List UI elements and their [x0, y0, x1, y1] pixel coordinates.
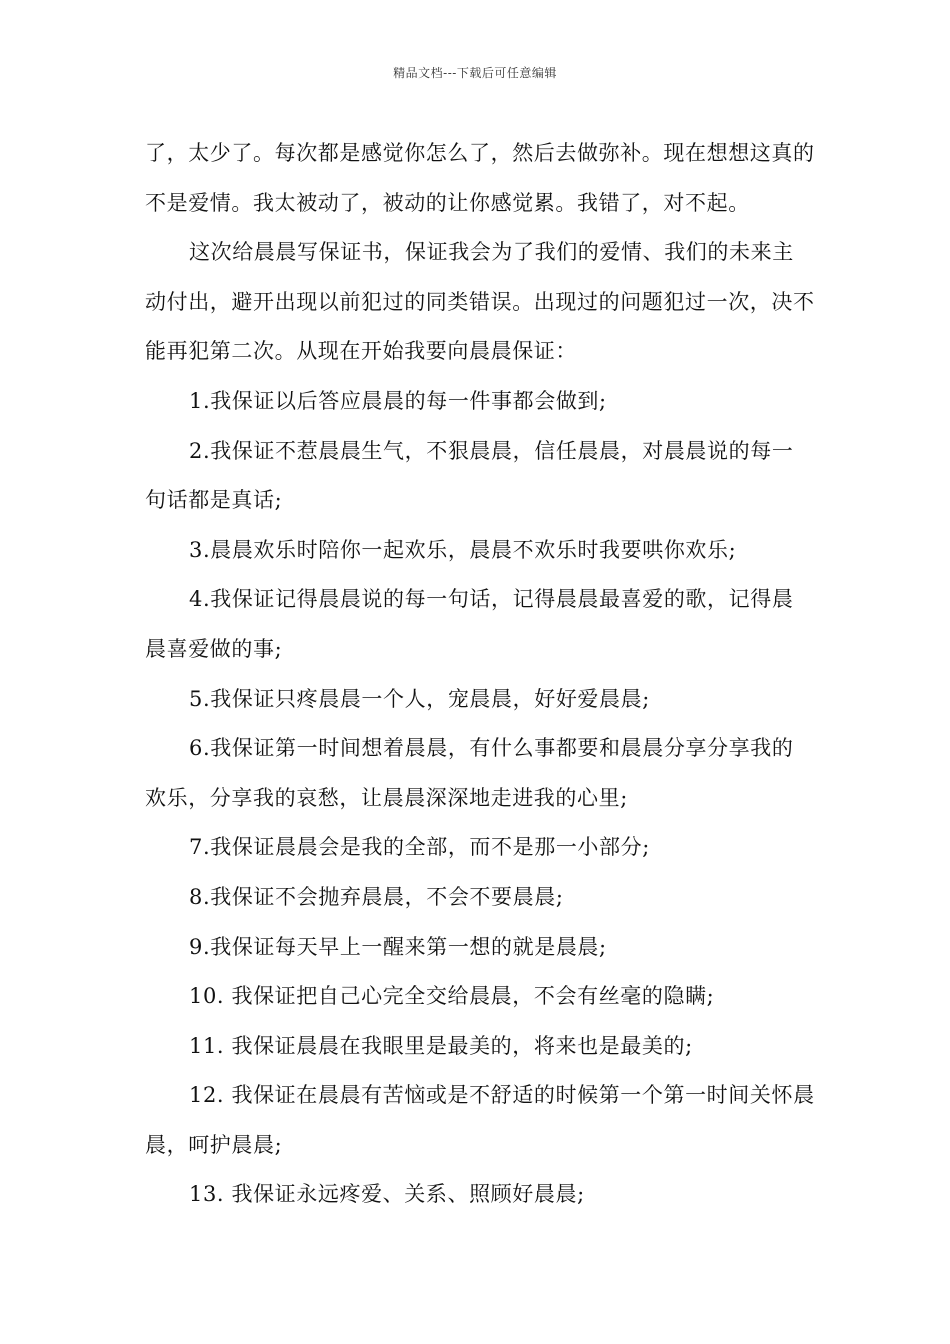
- list-item: 1.我保证以后答应晨晨的每一件事都会做到;: [189, 388, 607, 413]
- list-item: 13. 我保证永远疼爱、关系、照顾好晨晨;: [189, 1182, 585, 1207]
- list-item: 6.我保证第一时间想着晨晨，有什么事都要和晨晨分享分享我的欢乐，分享我的哀愁，让晨晨深深地走进我的心里;: [145, 736, 794, 810]
- page-header: 精品文档---下载后可任意编辑: [393, 66, 557, 80]
- list-item: 5.我保证只疼晨晨一个人，宠晨晨，好好爱晨晨;: [189, 686, 650, 711]
- list-item: 4.我保证记得晨晨说的每一句话，记得晨晨最喜爱的歌，记得晨晨喜爱做的事;: [145, 587, 794, 661]
- paragraph: 了，太少了。每次都是感觉你怎么了，然后去做弥补。现在想想这真的不是爱情。我太被动了，被动的让你感觉累。我错了，对不起。: [145, 141, 815, 215]
- document-body: [145, 129, 815, 1220]
- list-item: 9.我保证每天早上一醒来第一想的就是晨晨;: [189, 934, 607, 959]
- list-item: 11. 我保证晨晨在我眼里是最美的，将来也是最美的;: [189, 1033, 693, 1058]
- list-item: 12. 我保证在晨晨有苦恼或是不舒适的时候第一个第一时间关怀晨晨，呵护晨晨;: [145, 1083, 815, 1157]
- paragraph: 这次给晨晨写保证书，保证我会为了我们的爱情、我们的未来主动付出，避开出现以前犯过的同类错误。出现过的问题犯过一次，决不能再犯第二次。从现在开始我要向晨晨保证：: [145, 240, 815, 364]
- list-item: 3.晨晨欢乐时陪你一起欢乐，晨晨不欢乐时我要哄你欢乐;: [189, 537, 737, 562]
- list-item: 7.我保证晨晨会是我的全部，而不是那一小部分;: [189, 835, 650, 860]
- list-item: 2.我保证不惹晨晨生气，不狠晨晨，信任晨晨，对晨晨说的每一句话都是真话;: [145, 438, 794, 513]
- list-item: 10. 我保证把自己心完全交给晨晨，不会有丝毫的隐瞒;: [189, 984, 715, 1009]
- list-item: 8.我保证不会抛弃晨晨，不会不要晨晨;: [189, 884, 564, 909]
